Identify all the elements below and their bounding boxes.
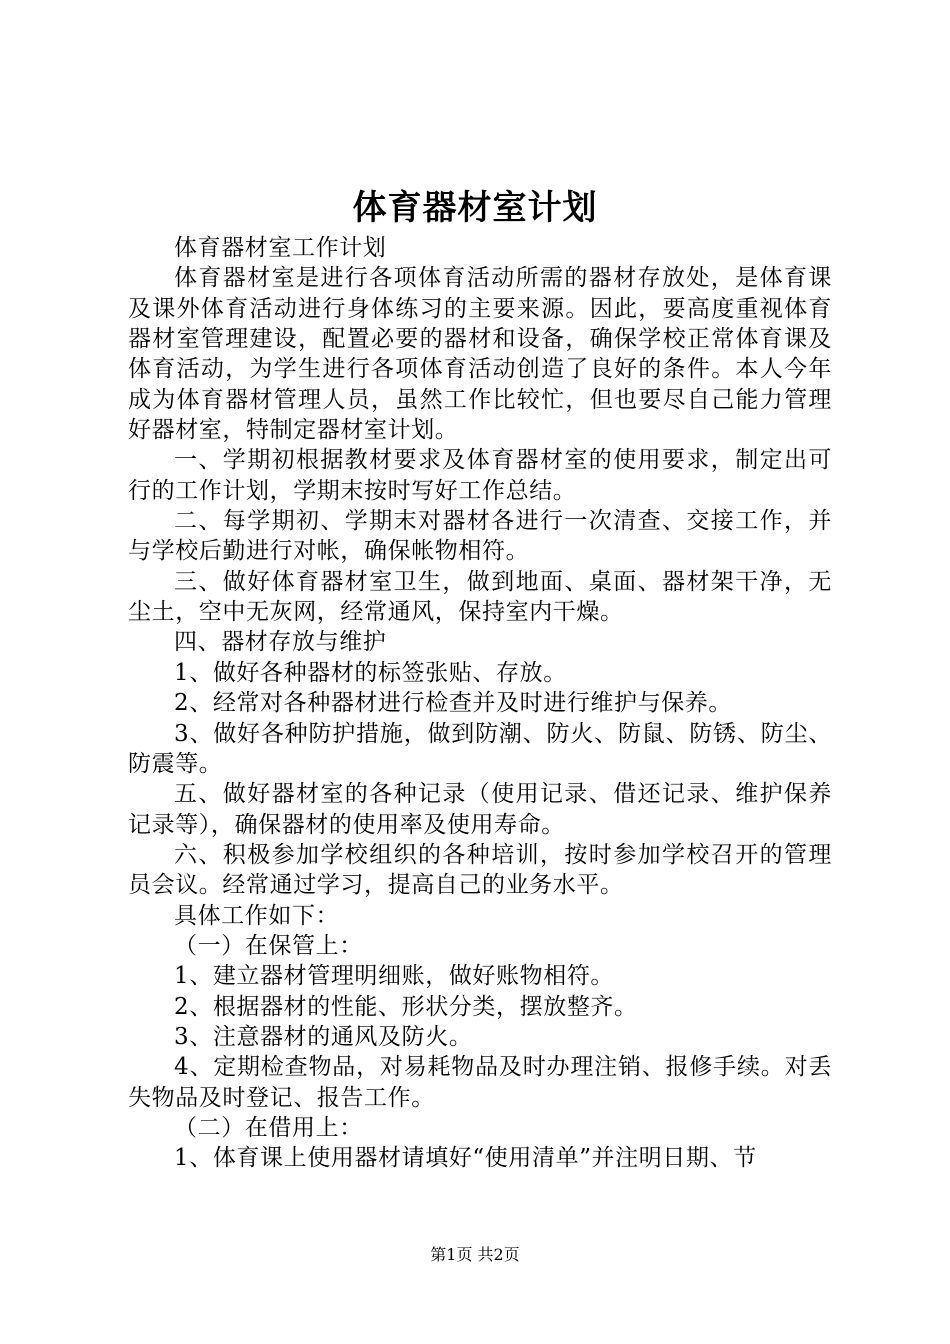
- paragraph: 三、做好体育器材室卫生，做到地面、桌面、器材架干净，无尘土，空中无灰网，经常通风，保持室内干燥。: [128, 568, 832, 626]
- paragraph: 五、做好器材室的各种记录（使用记录、借还记录、维护保养记录等），确保器材的使用率及使用寿命。: [128, 781, 832, 838]
- paragraph: 3、注意器材的通风及防火。: [174, 1023, 473, 1050]
- paragraph: 2、根据器材的性能、形状分类，摆放整齐。: [174, 993, 638, 1020]
- page-footer: 第1页 共2页: [430, 1245, 520, 1264]
- paragraph: 一、学期初根据教材要求及体育器材室的使用要求，制定出可行的工作计划，学期末按时写好工作总结。: [128, 447, 832, 504]
- paragraph: （一）在保管上：: [174, 932, 363, 959]
- paragraph: 体育器材室是进行各项体育活动所需的器材存放处，是体育课及课外体育活动进行身体练习的主要来源。因此，要高度重视体育器材室管理建设，配置必要的器材和设备，确保学校正常体育课及体育活动，为学生进行各项体育活动创造了良好的条件。本人今年成为体育器材管理人员，虽然工作比较忙，但也要尽自己能力管理好器材室，特制定器材室计划。: [128, 265, 832, 444]
- paragraph: 四、器材存放与维护: [174, 629, 387, 656]
- paragraph: 六、积极参加学校组织的各种培训，按时参加学校召开的管理员会议。经常通过学习，提高自己的业务水平。: [128, 841, 832, 899]
- paragraph: 1、做好各种器材的标签张贴、存放。: [174, 659, 567, 686]
- paragraph: （二）在借用上：: [174, 1114, 363, 1141]
- paragraph: 具体工作如下：: [174, 902, 340, 929]
- document-title: 体育器材室计划: [352, 188, 598, 228]
- paragraph: 2、经常对各种器材进行检查并及时进行维护与保养。: [174, 690, 733, 717]
- paragraph: 二、每学期初、学期末对器材各进行一次清查、交接工作，并与学校后勤进行对帐，确保帐物相符。: [128, 508, 832, 565]
- document-body: [128, 233, 832, 1174]
- paragraph: 1、体育课上使用器材请填好“使用清单”并注明日期、节: [174, 1145, 757, 1172]
- paragraph: 4、定期检查物品，对易耗物品及时办理注销、报修手续。对丢失物品及时登记、报告工作。: [128, 1054, 832, 1111]
- paragraph: 体育器材室工作计划: [174, 235, 387, 261]
- paragraph: 3、做好各种防护措施，做到防潮、防火、防鼠、防锈、防尘、防震等。: [128, 720, 832, 777]
- paragraph: 1、建立器材管理明细账，做好账物相符。: [174, 963, 615, 990]
